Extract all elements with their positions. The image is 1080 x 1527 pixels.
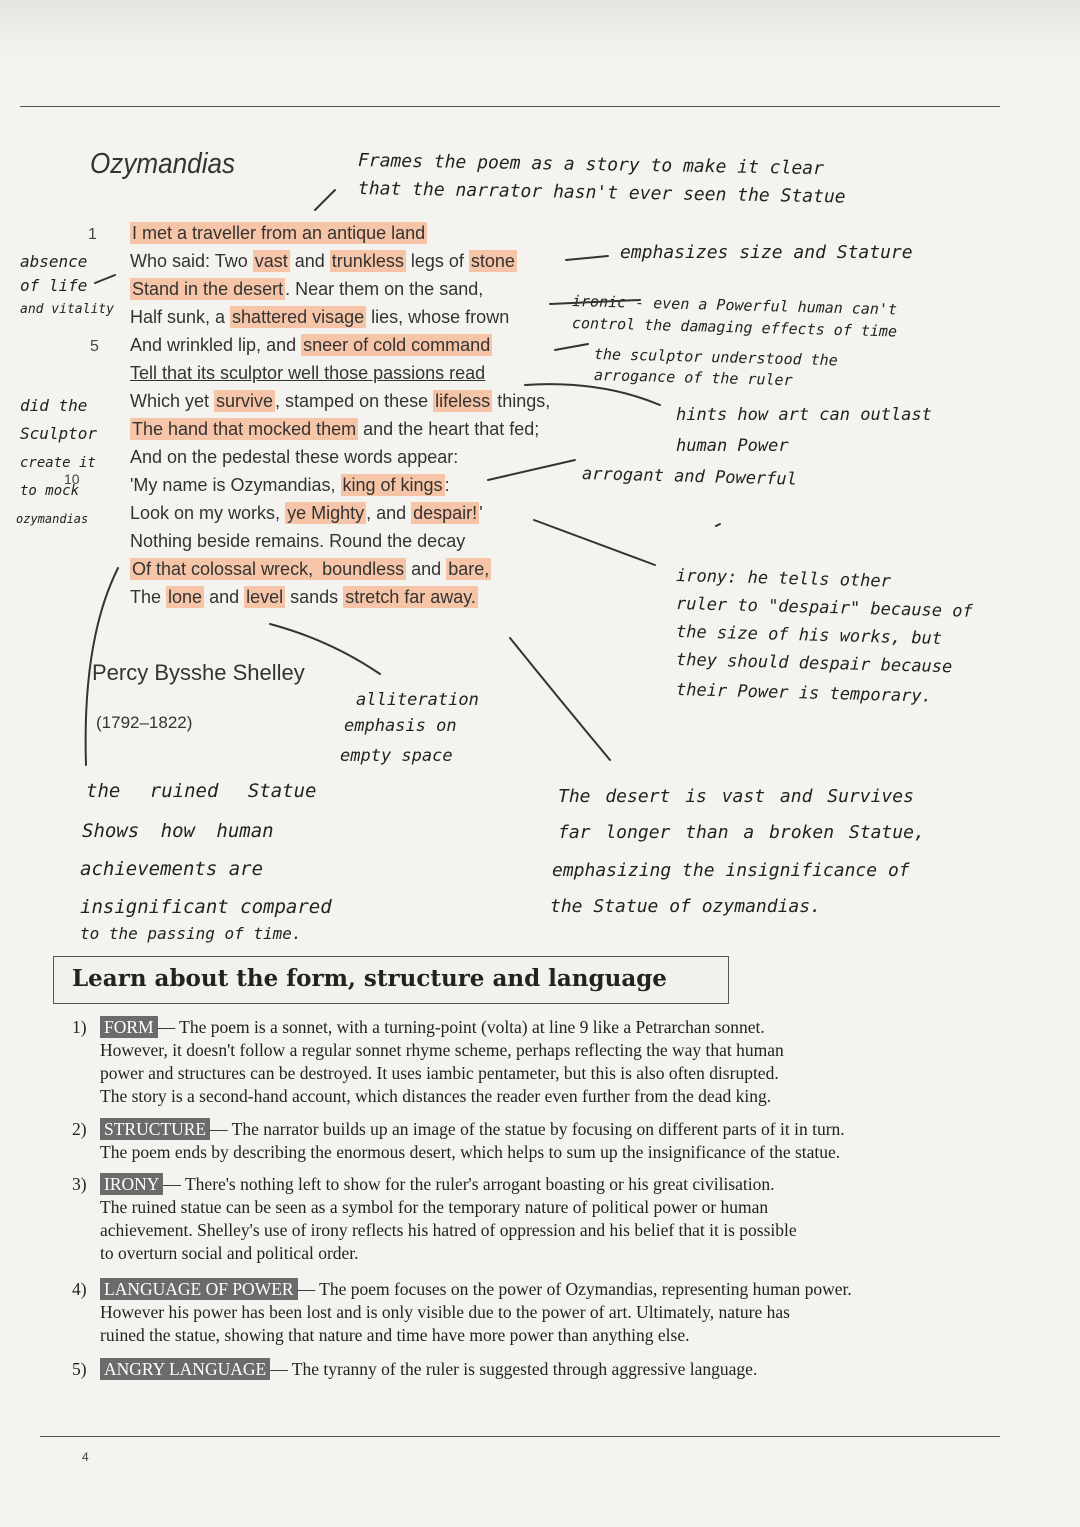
poem-text: Look on my works,: [130, 503, 286, 523]
note-desert-4: the Statue of ozymandias.: [550, 896, 821, 917]
poem-text: sands: [285, 587, 344, 607]
item-text: — The poem is a sonnet, with a turning-point (volta) at line 9 like a Petrarchan sonnet.: [157, 1017, 765, 1037]
highlighted-phrase: stone: [470, 251, 515, 271]
poem-text: Which yet: [130, 391, 215, 411]
section-item: [72, 1278, 852, 1347]
poem-text: 'My name is Ozymandias,: [130, 475, 341, 495]
stroke-desert: [510, 638, 610, 760]
section-item: [72, 1173, 797, 1265]
poem-text: things,: [492, 391, 551, 411]
section-item: [72, 1016, 784, 1108]
note-irony-2: ruler to "despair" because of: [675, 594, 973, 622]
highlighted-phrase: bare,: [448, 559, 490, 579]
highlighted-phrase: level: [246, 587, 284, 607]
item-tag: FORM: [100, 1016, 158, 1038]
note-absence-2: of life: [20, 276, 88, 295]
note-hints-2: human Power: [676, 436, 789, 456]
item-text-line: The poem ends by describing the enormous desert, which helps to sum up the insignificance of the statue.: [100, 1142, 841, 1162]
poem-text: and the heart that fed;: [358, 419, 540, 439]
note-ruined-4: insignificant compared: [80, 896, 332, 918]
section-title: Learn about the form, structure and language: [72, 965, 667, 992]
item-text: — The poem focuses on the power of Ozymandias, representing human power.: [297, 1279, 852, 1299]
poem-text: and: [289, 251, 330, 271]
item-text: — The narrator builds up an image of the statue by focusing on different parts of it in turn.: [210, 1119, 845, 1139]
highlighted-phrase: vast: [254, 251, 288, 271]
item-text-line: ruined the statue, showing that nature and time have more power than anything else.: [100, 1325, 690, 1345]
stroke-hints: [525, 384, 660, 405]
poem-text: . Near them on the sand,: [285, 279, 484, 299]
poem-text: Tell that its sculptor well those passions read: [130, 363, 486, 383]
stroke-absence: [95, 275, 115, 283]
section-item-first-line: [72, 1173, 797, 1196]
highlighted-phrase: Stand in the desert: [132, 279, 284, 299]
poem-text: , and: [366, 503, 412, 523]
note-frames-1: Frames the poem as a story to make it clear: [357, 150, 825, 180]
item-text-line: The ruined statue can be seen as a symbol for the temporary nature of political power or human: [100, 1197, 769, 1217]
poem-text: and: [406, 559, 447, 579]
note-did-5: ozymandias: [16, 512, 89, 526]
note-sculptor-1: the sculptor understood the: [593, 345, 838, 370]
note-desert-3: emphasizing the insignificance of: [552, 860, 910, 881]
note-alliteration-3: empty space: [340, 746, 453, 766]
author-name: Percy Bysshe Shelley: [92, 660, 305, 685]
page-title: Ozymandias: [90, 148, 236, 180]
item-tag: LANGUAGE OF POWER: [100, 1278, 298, 1300]
note-ruined-1: the ruined Statue: [86, 780, 317, 802]
item-text-line: However, it doesn't follow a regular sonnet rhyme scheme, perhaps reflecting the way that human: [100, 1040, 784, 1060]
item-tag: STRUCTURE: [100, 1118, 210, 1140]
note-irony-3: the size of his works, but: [675, 622, 943, 649]
note-sculptor-2: arrogance of the ruler: [593, 366, 793, 390]
item-number: 1): [72, 1017, 87, 1037]
note-did-2: Sculptor: [20, 424, 98, 443]
poem-text: legs of: [405, 251, 469, 271]
item-number: 2): [72, 1119, 87, 1139]
note-irony-4: they should despair because: [675, 650, 953, 678]
note-ironic-1: ironic - even a Powerful human can't: [571, 292, 898, 319]
section-header-box: [53, 956, 729, 1004]
item-text: — There's nothing left to show for the ruler's arrogant boasting or his great civilisation.: [163, 1174, 775, 1194]
item-tag: IRONY: [100, 1173, 163, 1195]
stroke-sculptor: [555, 344, 588, 350]
note-emphasizes: emphasizes size and Stature: [620, 242, 913, 263]
bottom-rule: [40, 1436, 1000, 1437]
poem-text: , stamped on these: [275, 391, 434, 411]
note-frames-2: that the narrator hasn't ever seen the Statue: [357, 178, 846, 208]
highlighted-phrase: boundless: [322, 559, 405, 579]
note-did-1: did the: [20, 396, 88, 415]
highlighted-phrase: Of that colossal wreck,: [132, 559, 319, 579]
line-number-10: 10: [64, 471, 80, 487]
stroke-ironic: [550, 300, 640, 304]
section-item-first-line: [72, 1358, 757, 1381]
note-irony-5: their Power is temporary.: [675, 680, 933, 707]
poem-text: lies, whose frown: [366, 307, 510, 327]
page-number: 4: [82, 1450, 89, 1464]
item-text-line: to overturn social and political order.: [100, 1243, 359, 1263]
stroke-irony: [534, 520, 655, 565]
item-text-line: The story is a second-hand account, which distances the reader even further from the dead king.: [100, 1086, 772, 1106]
note-desert-1: The desert is vast and Survives: [558, 786, 914, 807]
section-item-first-line: [72, 1118, 845, 1141]
note-did-3: create it: [20, 455, 96, 471]
item-tag: ANGRY LANGUAGE: [100, 1358, 270, 1380]
highlighted-phrase: survive: [216, 391, 274, 411]
poem-text: Half sunk, a: [130, 307, 231, 327]
poem-text: Nothing beside remains. Round the decay: [130, 531, 466, 551]
stroke-ruined: [86, 568, 118, 765]
item-text-line: However his power has been lost and is only visible due to the power of art. Ultimately, nature has: [100, 1302, 790, 1322]
note-desert-2: far longer than a broken Statue,: [558, 822, 925, 843]
note-arrogant: arrogant and Powerful: [581, 464, 798, 490]
note-absence-3: and vitality: [20, 302, 114, 317]
note-alliteration-1: alliteration: [356, 690, 479, 710]
note-did-4: to mock: [20, 483, 80, 499]
line-number-1: 1: [88, 226, 97, 243]
note-ruined-5: to the passing of time.: [80, 924, 302, 943]
highlighted-phrase: king of kings: [342, 475, 443, 495]
note-ruined-3: achievements are: [80, 858, 264, 880]
poem-text: and: [204, 587, 245, 607]
poem-text: Who said: Two: [130, 251, 253, 271]
item-text-line: achievement. Shelley's use of irony reflects his hatred of oppression and his belief that it is possible: [100, 1220, 797, 1240]
note-ironic-2: control the damaging effects of time: [571, 314, 898, 341]
note-irony-1: irony: he tells other: [675, 566, 892, 592]
section-item: [72, 1118, 845, 1164]
note-absence-1: absence: [20, 252, 88, 271]
item-number: 3): [72, 1174, 87, 1194]
poem-text: :: [444, 475, 450, 495]
highlighted-phrase: trunkless: [331, 251, 404, 271]
poem-text: And wrinkled lip, and: [130, 335, 302, 355]
note-hints-1: hints how art can outlast: [676, 405, 932, 425]
stroke-emphasizes: [566, 256, 608, 260]
highlighted-phrase: ye Mighty: [287, 503, 365, 523]
item-text-line: power and structures can be destroyed. It uses iambic pentameter, but this is also often disrupted.: [100, 1063, 779, 1083]
stroke-frames: [315, 190, 335, 210]
item-number: 5): [72, 1359, 87, 1379]
note-alliteration-2: emphasis on: [344, 716, 457, 736]
poem-text: And on the pedestal these words appear:: [130, 447, 459, 467]
highlighted-phrase: sneer of cold command: [303, 335, 491, 355]
note-ruined-2: Shows how human: [82, 820, 274, 842]
author-years: (1792–1822): [96, 713, 193, 732]
item-text: — The tyranny of the ruler is suggested through aggressive language.: [270, 1359, 758, 1379]
highlighted-phrase: lone: [168, 587, 203, 607]
highlighted-phrase: shattered visage: [232, 307, 365, 327]
section-item-first-line: [72, 1278, 852, 1301]
highlighted-phrase: The hand that mocked them: [132, 419, 357, 439]
stroke-arrogant: [488, 460, 575, 480]
stroke-tick: [716, 524, 720, 526]
highlighted-phrase: lifeless: [435, 391, 491, 411]
line-number-5: 5: [90, 338, 99, 355]
highlighted-phrase: stretch far away.: [345, 587, 476, 607]
poem-text: ': [479, 503, 483, 523]
highlighted-phrase: I met a traveller from an antique land: [132, 223, 426, 243]
section-item-first-line: [72, 1016, 784, 1039]
stroke-alliteration: [270, 624, 380, 674]
section-item: [72, 1358, 757, 1381]
highlighted-phrase: despair!: [413, 503, 478, 523]
poem-text: The: [130, 587, 167, 607]
item-number: 4): [72, 1279, 87, 1299]
